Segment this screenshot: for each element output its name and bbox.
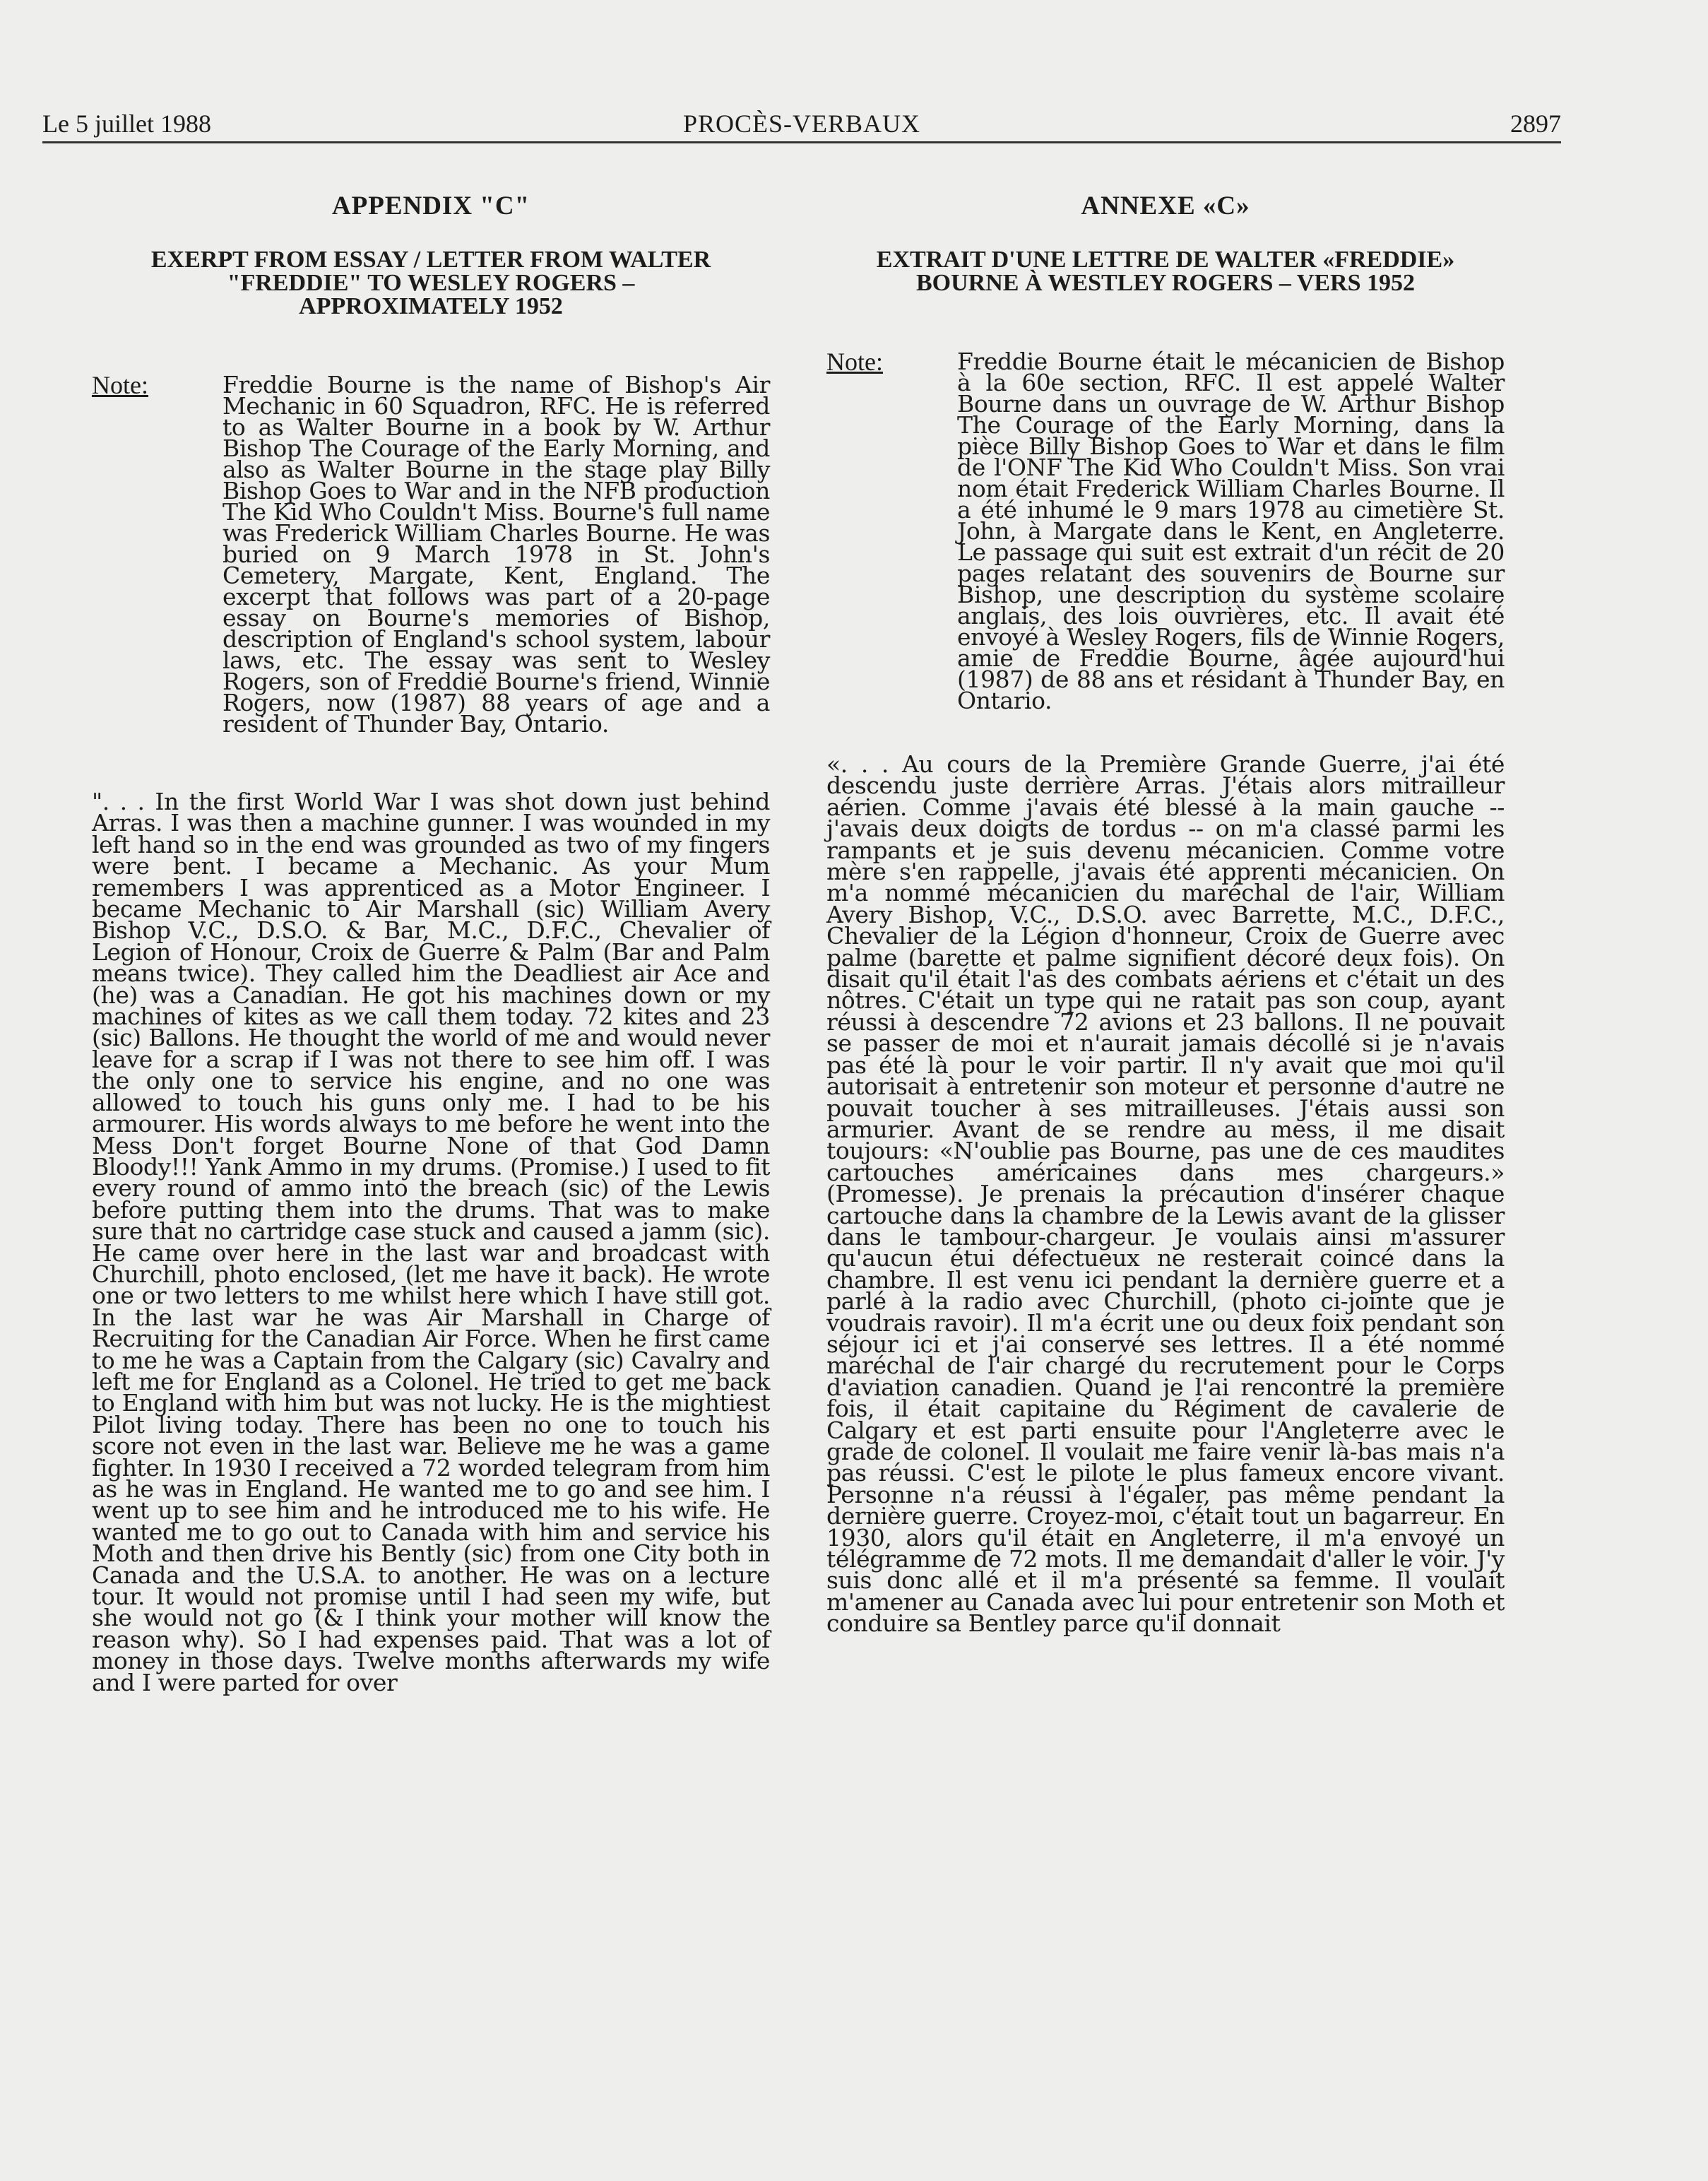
note-label-fr: Note:	[826, 348, 883, 376]
note-block-fr	[826, 348, 1505, 714]
header-date: Le 5 juillet 1988	[42, 110, 211, 138]
note-text-fr: Freddie Bourne était le mécanicien de Bishop à la 60e section, RFC. Il est appelé Walter Bourne dans un ouvrage de W. Arthur Bishop The Courage of the Early Morning, dans la pièce Billy Bishop Goes to War et dans le film de l'ONF The Kid Who Couldn't Miss. Son vrai nom était Frederick William Charles Bourne. Il a été inhumé le 9 mars 1978 au cimetière St. John, à Margate dans le Kent, en Angleterre. Le passage qui suit est extrait d'un récit de 20 pages relatant des souvenirs de Bourne sur Bishop, une description du système scolaire anglais, des lois ouvrières, etc. Il avait été envoyé à Wesley Rogers, fils de Winnie Rogers, amie de Freddie Bourne, âgée aujourd'hui (1987) de 88 ans et résidant à Thunder Bay, en Ontario.	[957, 348, 1505, 714]
header-title: PROCÈS-VERBAUX	[682, 110, 921, 138]
page-number: 2897	[1510, 110, 1561, 138]
english-column	[92, 191, 770, 1694]
section-title-fr: EXTRAIT D'UNE LETTRE DE WALTER «FREDDIE» BOURNE À WESTLEY ROGERS – VERS 1952	[876, 247, 1455, 296]
note-text: Freddie Bourne is the name of Bishop's Air Mechanic in 60 Squadron, RFC. He is referred to as Walter Bourne in a book by W. Arthur Bishop The Courage of the Early Morning, and also as Walter Bourne in the stage play Billy Bishop Goes to War and in the NFB production The Kid Who Couldn't Miss. Bourne's full name was Frederick William Charles Bourne. He was buried on 9 March 1978 in St. John's Cemetery, Margate, Kent, England. The excerpt that follows was part of a 20-page essay on Bourne's memories of Bishop, description of England's school system, labour laws, etc. The essay was sent to Wesley Rogers, son of Freddie Bourne's friend, Winnie Rogers, now (1987) 88 years of age and a resident of Thunder Bay, Ontario.	[223, 371, 770, 738]
page-header	[42, 106, 1561, 143]
note-block	[92, 371, 770, 738]
section-title: EXERPT FROM ESSAY / LETTER FROM WALTER "FREDDIE" TO WESLEY ROGERS – APPROXIMATELY 1952	[150, 247, 711, 319]
appendix-title: APPENDIX "C"	[331, 191, 530, 220]
french-column	[826, 191, 1505, 1638]
annexe-title: ANNEXE «C»	[1081, 191, 1250, 220]
letter-excerpt-fr: «. . . Au cours de la Première Grande Guerre, j'ai été descendu juste derrière Arras. J'étais alors mitrailleur aérien. Comme j'avais été blessé à la main gauche -- j'avais deux doigts de tordus -- on m'a classé parmi les rampants et je suis devenu mécanicien. Comme votre mère s'en rappelle, j'avais été apprenti mécanicien. On m'a nommé mécanicien du maréchal de l'air, William Avery Bishop, V.C., D.S.O. avec Barrette, M.C., D.F.C., Chevalier de la Légion d'honneur, Croix de Guerre avec palme (barette et palme signifient décoré deux fois). On disait qu'il était l'as des combats aériens et c'était un des nôtres. C'était un type qui ne ratait pas son coup, ayant réussi à descendre 72 avions et 23 ballons. Il ne pouvait se passer de moi et n'aurait jamais décollé si je n'avais pas été là pour le voir partir. Il n'y avait que moi qu'il autorisait à entretenir son moteur et personne d'autre ne pouvait toucher à ses mitrailleuses. J'étais aussi son armurier. Avant de se rendre au mess, il me disait toujours: «N'oublie pas Bourne, pas une de ces maudites cartouches américaines dans mes chargeurs.» (Promesse). Je prenais la précaution d'insérer chaque cartouche dans la chambre de la Lewis avant de la glisser dans le tambour-chargeur. Je voulais ainsi m'assurer qu'aucun étui défectueux ne resterait coincé dans la chambre. Il est venu ici pendant la dernière guerre et a parlé à la radio avec Churchill, (photo ci-jointe que je voudrais ravoir). Il m'a écrit une ou deux foix pendant son séjour ici et j'ai conservé ses lettres. Il a été nommé maréchal de l'air chargé du recrutement pour le Corps d'aviation canadien. Quand je l'ai rencontré la première fois, il était capitaine du Régiment de cavalerie de Calgary et est parti ensuite pour l'Angleterre avec le grade de colonel. Il voulait me faire venir là-bas mais n'a pas réussi. C'est le pilote le plus fameux encore vivant. Personne n'a réussi à l'égaler, pas même pendant la dernière guerre. Croyez-moi, c'était tout un bagarreur. En 1930, alors qu'il était en Angleterre, il m'a envoyé un télégramme de 72 mots. Il me demandait d'aller le voir. J'y suis donc allé et il m'a présenté sa femme. Il voulait m'amener au Canada avec lui pour entretenir son Moth et conduire sa Bentley parce qu'il donnait	[826, 750, 1505, 1638]
note-label: Note:	[92, 371, 148, 399]
letter-excerpt: ". . . In the first World War I was shot down just behind Arras. I was then a machine gunner. I was wounded in my left hand so in the end was grounded as two of my fingers were bent. I became a Mechanic. As your Mum remembers I was apprenticed as a Motor Engineer. I became Mechanic to Air Marshall (sic) William Avery Bishop V.C., D.S.O. & Bar, M.C., D.F.C., Chevalier of Legion of Honour, Croix de Guerre & Palm (Bar and Palm means twice). They called him the Deadliest air Ace and (he) was a Canadian. He got his machines down or my machines of kites as we call them today. 72 kites and 23 (sic) Ballons. He thought the world of me and would never leave for a scrap if I was not there to see him off. I was the only one to service his engine, and no one was allowed to touch his guns only me. I had to be his armourer. His words always to me before he went into the Mess Don't forget Bourne None of that God Damn Bloody!!! Yank Ammo in my drums. (Promise.) I used to fit every round of ammo into the breach (sic) of the Lewis before putting them into the drums. That was to make sure that no cartridge case stuck and caused a jamm (sic). He came over here in the last war and broadcast with Churchill, photo enclosed, (let me have it back). He wrote one or two letters to me whilst here which I have still got. In the last war he was Air Marshall in Charge of Recruiting for the Canadian Air Force. When he first came to me he was a Captain from the Calgary (sic) Cavalry and left me for England as a Colonel. He tried to get me back to England with him but was not lucky. He is the mightiest Pilot living today. There has been no one to touch his score not even in the last war. Believe me he was a game fighter. In 1930 I received a 72 worded telegram from him as he was in England. He wanted me to go and see him. I went up to see him and he introduced me to his wife. He wanted me to go out to Canada with him and service his Moth and then drive his Bently (sic) from one City both in Canada and the U.S.A. to another. He was on a lecture tour. It would not promise until I had seen my wife, but she would not go (& I think your mother will know the reason why). So I had expenses paid. That was a lot of money in those days. Twelve months afterwards my wife and I were parted for over	[92, 788, 770, 1696]
